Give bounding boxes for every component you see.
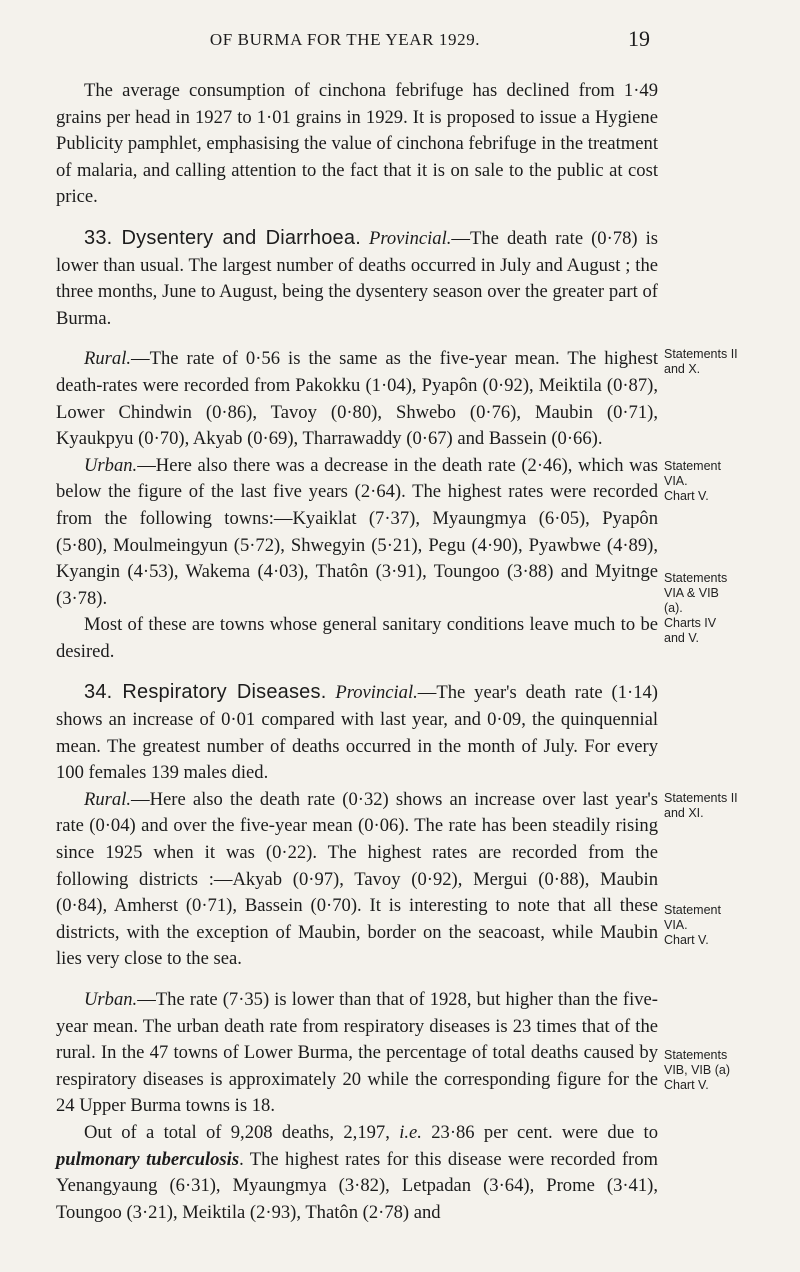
margin-note-line: and X.	[664, 362, 701, 376]
page-header	[40, 26, 650, 60]
page-number: 19	[628, 26, 650, 51]
urban-respiratory-paragraph	[56, 987, 658, 1120]
margin-note-statements-6a-6b	[664, 571, 794, 646]
margin-note-line: Statements	[664, 571, 728, 585]
margin-note-statements-2-10	[664, 347, 794, 377]
margin-note-line: Statement	[664, 459, 721, 473]
tb-text-b: 23·86 per cent. were due to	[421, 1121, 658, 1143]
tb-text-a: Out of a total of 9,208 deaths, 2,197,	[84, 1121, 400, 1143]
margin-note-line: Statement	[664, 903, 721, 917]
margin-note-line: Statements II	[664, 347, 738, 361]
section-34-paragraph	[56, 679, 658, 786]
pulmonary-tuberculosis-term: pulmonary tuberculosis	[56, 1148, 240, 1170]
rural-respiratory-text: —Here also the death rate (0·32) shows an increase over last year's rate (0·04) and over the five-year mean (0·06). The rate has been steadily rising since 1925 when it was (0·22). The highest rates are recorded from the following districts :—Akyab (0·97), Tavoy (0·92), Mergui (0·88), Maubin (0·84), Amherst (0·71), Bassein (0·70). It is interesting to note that all these districts, with the exception of Maubin, border on the seacoast, while Maubin lies very close to the sea.	[56, 788, 658, 970]
rural-label: Rural.	[84, 348, 132, 370]
rural-dysentery-text: —The rate of 0·56 is the same as the five-year mean. The highest death-rates were recorded from Pakokku (1·04), Pyapôn (0·92), Meiktila (0·87), Lower Chindwin (0·86), Tavoy (0·80), Shwebo (0·76), Maubin (0·71), Kyaukpyu (0·70), Akyab (0·69), Tharrawaddy (0·67) and Bassein (0·66).	[56, 348, 658, 450]
paragraph-cinchona: The average consumption of cinchona febrifuge has declined from 1·49 grains per head in 1927 to 1·01 grains in 1929. It is proposed to issue a Hygiene Publicity pamphlet, emphasising the value of cinchona febrifuge in the treatment of malaria, and calling attention to the fact that it is on sale to the public at cost price.	[56, 80, 658, 208]
margin-note-statements-6b	[664, 1048, 794, 1093]
margin-note-statement-6a	[664, 459, 794, 504]
urban-respiratory-text: —The rate (7·35) is lower than that of 1928, but higher than the five-year mean. The urban death rate from respiratory diseases is 23 times that of the rural. In the 47 towns of Lower Burma, the percentage of total deaths caused by respiratory diseases is approximately 20 while the corresponding figure for the 24 Upper Burma towns is 18.	[56, 989, 658, 1117]
margin-note-line: (a).	[664, 601, 683, 615]
urban-label: Urban.	[84, 989, 138, 1010]
urban-dysentery-paragraph	[56, 453, 658, 613]
margin-note-line: VIA.	[664, 918, 688, 932]
urban-label: Urban.	[84, 454, 138, 476]
margin-note-line: VIA.	[664, 474, 688, 488]
provincial-label: Provincial.	[368, 227, 452, 249]
margin-note-line: Chart V.	[664, 1078, 709, 1092]
provincial-label: Provincial.	[335, 682, 418, 704]
rural-label: Rural.	[84, 788, 132, 810]
section-34-title: 34. Respiratory Diseases.	[84, 681, 327, 704]
margin-note-line: VIB, VIB (a)	[664, 1063, 730, 1077]
margin-note-line: Chart V.	[664, 933, 709, 947]
margin-note-statement-6a-b	[664, 903, 794, 948]
rural-respiratory-paragraph	[56, 787, 658, 973]
body-text	[56, 78, 658, 1226]
running-title: OF BURMA FOR THE YEAR 1929.	[209, 30, 481, 49]
section-33-text: —The death rate (0·78) is lower than usual. The largest number of deaths occurred in July and August ; the three months, June to August, being the dysentery season over the greater part of Burma.	[56, 227, 658, 329]
rural-dysentery-paragraph	[56, 346, 658, 452]
margin-note-line: Charts IV	[664, 616, 717, 630]
margin-note-line: Chart V.	[664, 489, 709, 503]
ie-abbrev: i.e.	[399, 1121, 422, 1143]
margin-note-line: and XI.	[664, 806, 704, 820]
tuberculosis-paragraph	[56, 1120, 658, 1226]
urban-dysentery-text: —Here also there was a decrease in the death rate (2·46), which was below the figure of the last five years (2·64). The highest rates were recorded from the following towns:—Kyaiklat (7·37), Myaungmya (6·05), Pyapôn (5·80), Moulmeingyun (5·72), Shwegyin (5·21), Pegu (4·90), Pyawbwe (4·89), Kyangin (4·53), Wakema (4·03), Thatôn (3·91), Toungoo (3·88) and Myitnge (3·78).	[56, 454, 658, 609]
margin-note-line: and V.	[664, 631, 699, 645]
margin-note-statements-2-11	[664, 791, 794, 821]
margin-note-line: Statements	[664, 1048, 728, 1062]
section-33-title: 33. Dysentery and Diarrhoea.	[84, 226, 361, 249]
urban-dysentery-note: Most of these are towns whose general sanitary conditions leave much to be desired.	[56, 614, 658, 662]
section-34-text: —The year's death rate (1·14) shows an increase of 0·01 compared with last year, and 0·09, the quinquennial mean. The greatest number of deaths occurred in the month of July. For every 100 females 139 males died.	[56, 682, 658, 784]
section-33-paragraph	[56, 225, 658, 332]
tb-text-c: . The highest rates for this disease were recorded from Yenangyaung (6·31), Myaungmya (3·82), Letpadan (3·64), Prome (3·41), Toungoo (3·21), Meiktila (2·93), Thatôn (2·78) and	[56, 1148, 659, 1223]
margin-note-line: Statements II	[664, 791, 738, 805]
margin-note-line: VIA & VIB	[664, 586, 719, 600]
